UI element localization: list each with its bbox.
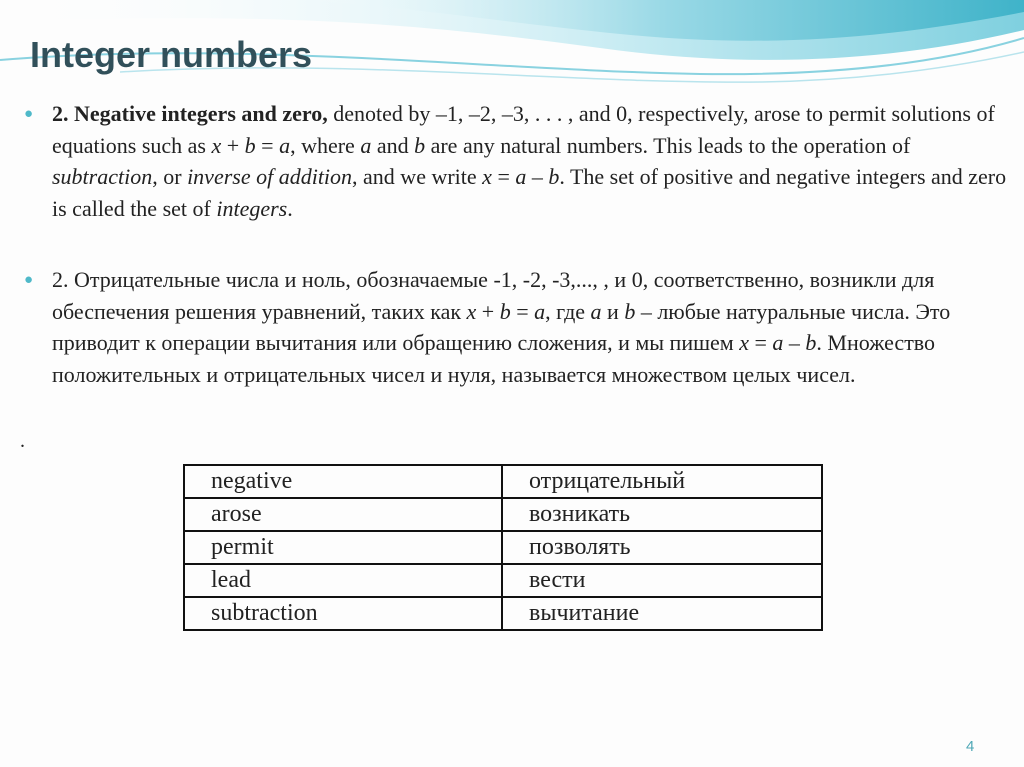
bullet-icon: ●: [24, 272, 34, 288]
russian-term: вести: [502, 564, 822, 597]
table-row: [184, 597, 822, 630]
table-row: [184, 498, 822, 531]
english-paragraph: ● 2. Negative integers and zero, denoted by –1, –2, –3, . . . , and 0, respectively, arose to permit solutions of equations such as x + b = a, where a and b are any natural numbers. This leads to the operation of subtraction, or inverse of addition, and we write x = a – b. The set of positive and negative integers and zero is called the set of integers.: [24, 101, 1007, 221]
russian-paragraph: ● 2. Отрицательные числа и ноль, обозначаемые -1, -2, -3,..., , и 0, соответственно, возникли для обеспечения решения уравнений, таких как x + b = a, где a и b – любые натуральные числа. Это приводит к операции вычитания или обращению сложения, и мы пишем x = a – b. Множество положительных и отрицательных чисел и нуля, называется множеством целых чисел.: [24, 267, 951, 387]
english-term: negative: [184, 465, 502, 498]
russian-term: возникать: [502, 498, 822, 531]
russian-term: позволять: [502, 531, 822, 564]
russian-term: отрицательный: [502, 465, 822, 498]
paragraph-label: 2. Negative integers and zero,: [52, 101, 328, 126]
table-row: [184, 465, 822, 498]
stray-dot: .: [20, 430, 25, 452]
bullet-icon: ●: [24, 106, 34, 122]
english-term: permit: [184, 531, 502, 564]
vocabulary-table: [183, 464, 823, 631]
page-number: 4: [966, 738, 975, 755]
russian-term: вычитание: [502, 597, 822, 630]
english-term: arose: [184, 498, 502, 531]
table-row: [184, 531, 822, 564]
table-row: [184, 564, 822, 597]
english-term: subtraction: [184, 597, 502, 630]
page-title: Integer numbers: [30, 34, 313, 75]
english-term: lead: [184, 564, 502, 597]
